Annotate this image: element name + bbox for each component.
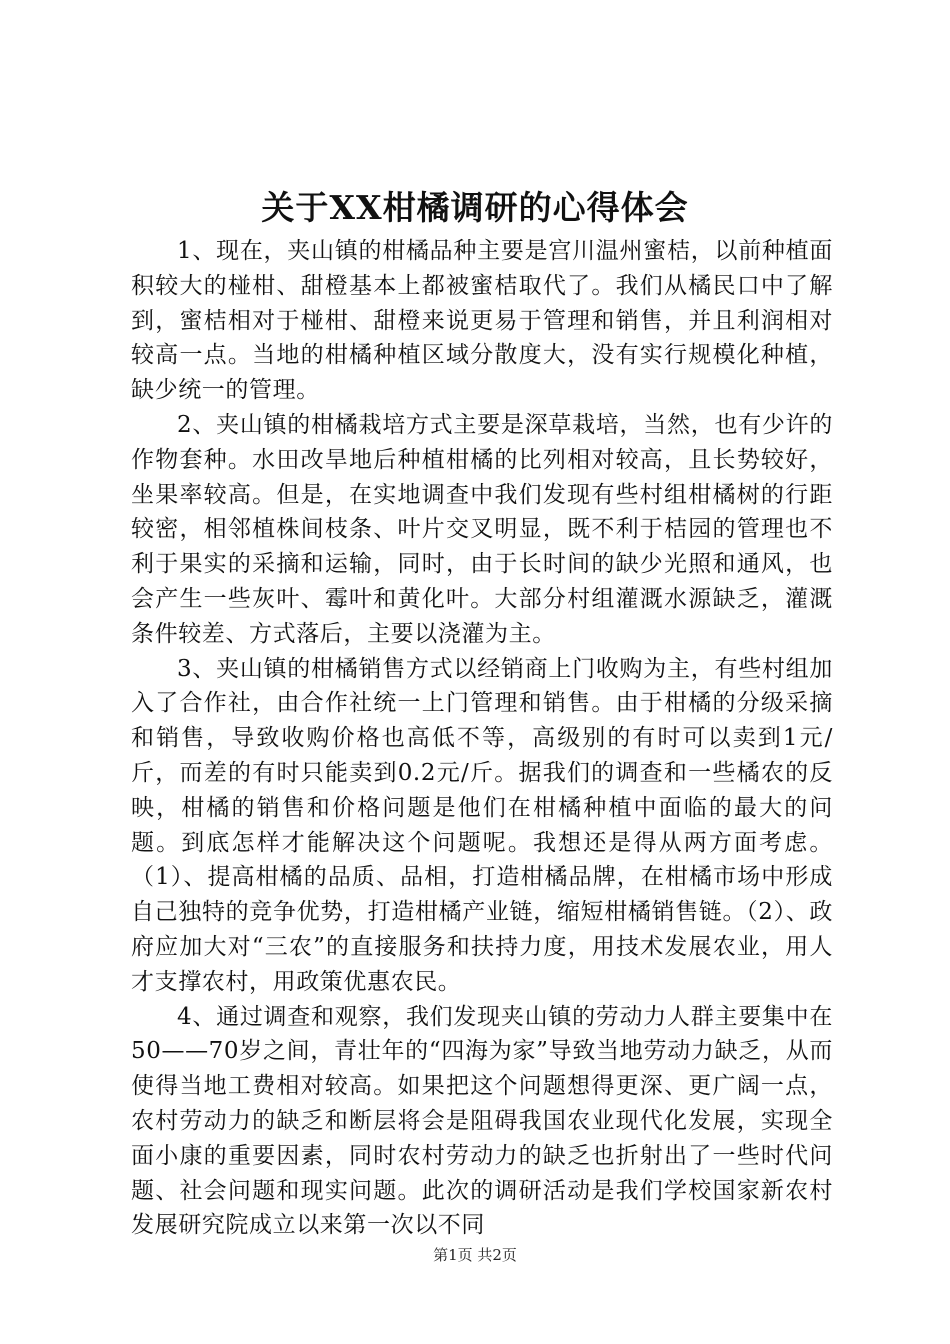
document-title: 关于XX柑橘调研的心得体会 [261, 188, 689, 227]
document-body [131, 234, 833, 1243]
paragraph-4: 4、通过调查和观察，我们发现夹山镇的劳动力人群主要集中在50——70岁之间，青壮年的“四海为家”导致当地劳动力缺乏，从而使得当地工费相对较高。如果把这个问题想得更深、更广阔一点，农村劳动力的缺乏和断层将会是阻碍我国农业现代化发展，实现全面小康的重要因素，同时农村劳动力的缺乏也折射出了一些时代问题、社会问题和现实问题。此次的调研活动是我们学校国家新农村发展研究院成立以来第一次以不同 [131, 1003, 833, 1239]
page-footer: 第1页 共2页 [433, 1246, 517, 1264]
paragraph-3: 3、夹山镇的柑橘销售方式以经销商上门收购为主，有些村组加入了合作社，由合作社统一上门管理和销售。由于柑橘的分级采摘和销售，导致收购价格也高低不等，高级别的有时可以卖到1元/斤，而差的有时只能卖到0.2元/斤。据我们的调查和一些橘农的反映，柑橘的销售和价格问题是他们在柑橘种植中面临的最大的问题。到底怎样才能解决这个问题呢。我想还是得从两方面考虑。（1）、提高柑橘的品质、品相，打造柑橘品牌，在柑橘市场中形成自己独特的竞争优势，打造柑橘产业链，缩短柑橘销售链。（2）、政府应加大对“三农”的直接服务和扶持力度，用技术发展农业，用人才支撑农村，用政策优惠农民。 [131, 655, 833, 995]
paragraph-1: 1、现在，夹山镇的柑橘品种主要是宫川温州蜜桔，以前种植面积较大的椪柑、甜橙基本上都被蜜桔取代了。我们从橘民口中了解到，蜜桔相对于椪柑、甜橙来说更易于管理和销售，并且利润相对较高一点。当地的柑橘种植区域分散度大，没有实行规模化种植，缺少统一的管理。 [131, 238, 833, 404]
paragraph-2: 2、夹山镇的柑橘栽培方式主要是深草栽培，当然，也有少许的作物套种。水田改旱地后种植柑橘的比列相对较高，且长势较好，坐果率较高。但是，在实地调查中我们发现有些村组柑橘树的行距较密，相邻植株间枝条、叶片交叉明显，既不利于桔园的管理也不利于果实的采摘和运输，同时，由于长时间的缺少光照和通风，也会产生一些灰叶、霉叶和黄化叶。大部分村组灌溉水源缺乏，灌溉条件较差、方式落后，主要以浇灌为主。 [131, 411, 833, 647]
